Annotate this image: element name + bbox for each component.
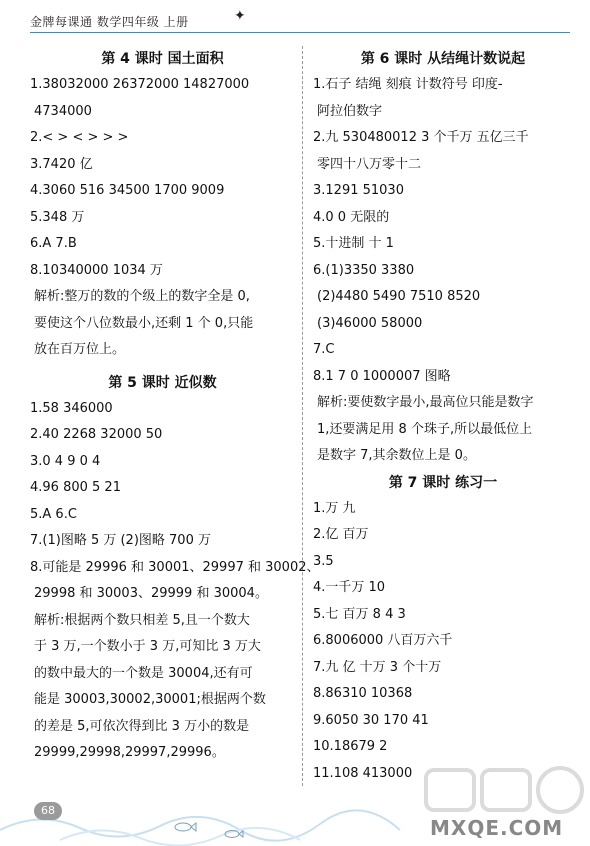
answer-line: 4.0 0 无限的 [313, 209, 390, 225]
column-divider [302, 46, 303, 786]
answer-line: 5.A 6.C [30, 506, 77, 522]
answer-line: 6.A 7.B [30, 236, 77, 251]
answer-line: 4734000 [34, 103, 92, 119]
answer-line: 8.1 7 0 1000007 图略 [313, 368, 451, 384]
explanation-line: 29999,29998,29997,29996。 [34, 745, 225, 760]
header-rule [30, 32, 570, 33]
watermark-text: MXQE.COM [430, 816, 564, 840]
explanation-line: 是数字 7,其余数位上是 0。 [317, 448, 476, 463]
explanation-line: 解析:根据两个数只相差 5,且一个数大 [34, 612, 250, 628]
answer-line: 11.108 413000 [313, 765, 413, 781]
answer-line: 1.38032000 26372000 14827000 [30, 77, 250, 92]
section-title: 第 6 课时 从结绳计数说起 [360, 51, 526, 67]
explanation-line: 能是 30003,30002,30001;根据两个数 [34, 692, 266, 707]
explanation-line: 于 3 万,一个数小于 3 万,可知比 3 万大 [34, 639, 261, 654]
star-icon: ✦ [234, 8, 246, 24]
section-title: 第 5 课时 近似数 [108, 374, 217, 391]
left-column [30, 46, 320, 767]
page-number: 68 [34, 802, 62, 820]
answer-line: (2)4480 5490 7510 8520 [317, 289, 481, 304]
fish-icon [175, 823, 196, 831]
answer-line: 8.10340000 1034 万 [30, 262, 163, 278]
answer-line: 1.石子 结绳 刻痕 计数符号 印度- [313, 77, 503, 92]
answer-line: 3.1291 51030 [313, 183, 404, 198]
answer-line: 5.348 万 [30, 209, 85, 225]
answer-line: 5.十进制 十 1 [313, 236, 394, 251]
answer-line: (3)46000 58000 [317, 315, 423, 331]
right-column [313, 46, 573, 787]
answer-line: 阿拉伯数字 [317, 103, 383, 119]
answer-line: 零四十八万零十二 [317, 156, 422, 172]
answer-line: 2.亿 百万 [313, 527, 369, 542]
answer-line: 2.< > < > > > [30, 130, 129, 145]
explanation-line: 的数中最大的一个数是 30004,还有可 [34, 665, 253, 681]
answer-line: 9.6050 30 170 41 [313, 712, 429, 728]
answer-line: 10.18679 2 [313, 739, 388, 754]
answer-line: 2.九 530480012 3 个千万 五亿三千 [313, 130, 529, 145]
answer-line: 4.一千万 10 [313, 580, 386, 595]
answer-line: 2.40 2268 32000 50 [30, 427, 163, 442]
answer-line: 8.86310 10368 [313, 686, 413, 701]
answer-line: 29998 和 30003、29999 和 30004。 [34, 586, 268, 601]
answer-line: 6.(1)3350 3380 [313, 262, 415, 278]
answer-line: 5.七 百万 8 4 3 [313, 606, 406, 622]
page-header [30, 10, 570, 34]
answer-line: 1.万 九 [313, 500, 356, 516]
answer-line: 3.0 4 9 0 4 [30, 453, 101, 469]
answer-line: 8.可能是 29996 和 30001、29997 和 30002、 [30, 559, 320, 575]
answer-line: 4.96 800 5 21 [30, 480, 121, 495]
answer-line: 7.(1)图略 5 万 (2)图略 700 万 [30, 533, 211, 548]
answer-line: 4.3060 516 34500 1700 9009 [30, 183, 225, 198]
answer-line: 1.58 346000 [30, 400, 113, 416]
answer-line: 7.C [313, 342, 335, 357]
answer-line: 3.5 [313, 553, 334, 569]
explanation-line: 1,还要满足用 8 个珠子,所以最低位上 [317, 421, 533, 437]
book-title: 金牌每课通 数学四年级 上册 [30, 15, 189, 29]
section-title: 第 7 课时 练习一 [388, 474, 498, 491]
answer-line: 7.九 亿 十万 3 个十万 [313, 659, 442, 675]
explanation-line: 的差是 5,可依次得到比 3 万小的数是 [34, 718, 250, 734]
section-title: 第 4 课时 国土面积 [101, 51, 224, 67]
explanation-line: 解析:整万的数的个级上的数字全是 0, [34, 289, 250, 304]
answer-line: 6.8006000 八百万六千 [313, 633, 453, 648]
explanation-line: 要使这个八位数最小,还剩 1 个 0,只能 [34, 315, 254, 331]
explanation-line: 放在百万位上。 [34, 342, 126, 357]
explanation-line: 解析:要使数字最小,最高位只能是数字 [317, 395, 534, 410]
answer-line: 3.7420 亿 [30, 156, 93, 172]
